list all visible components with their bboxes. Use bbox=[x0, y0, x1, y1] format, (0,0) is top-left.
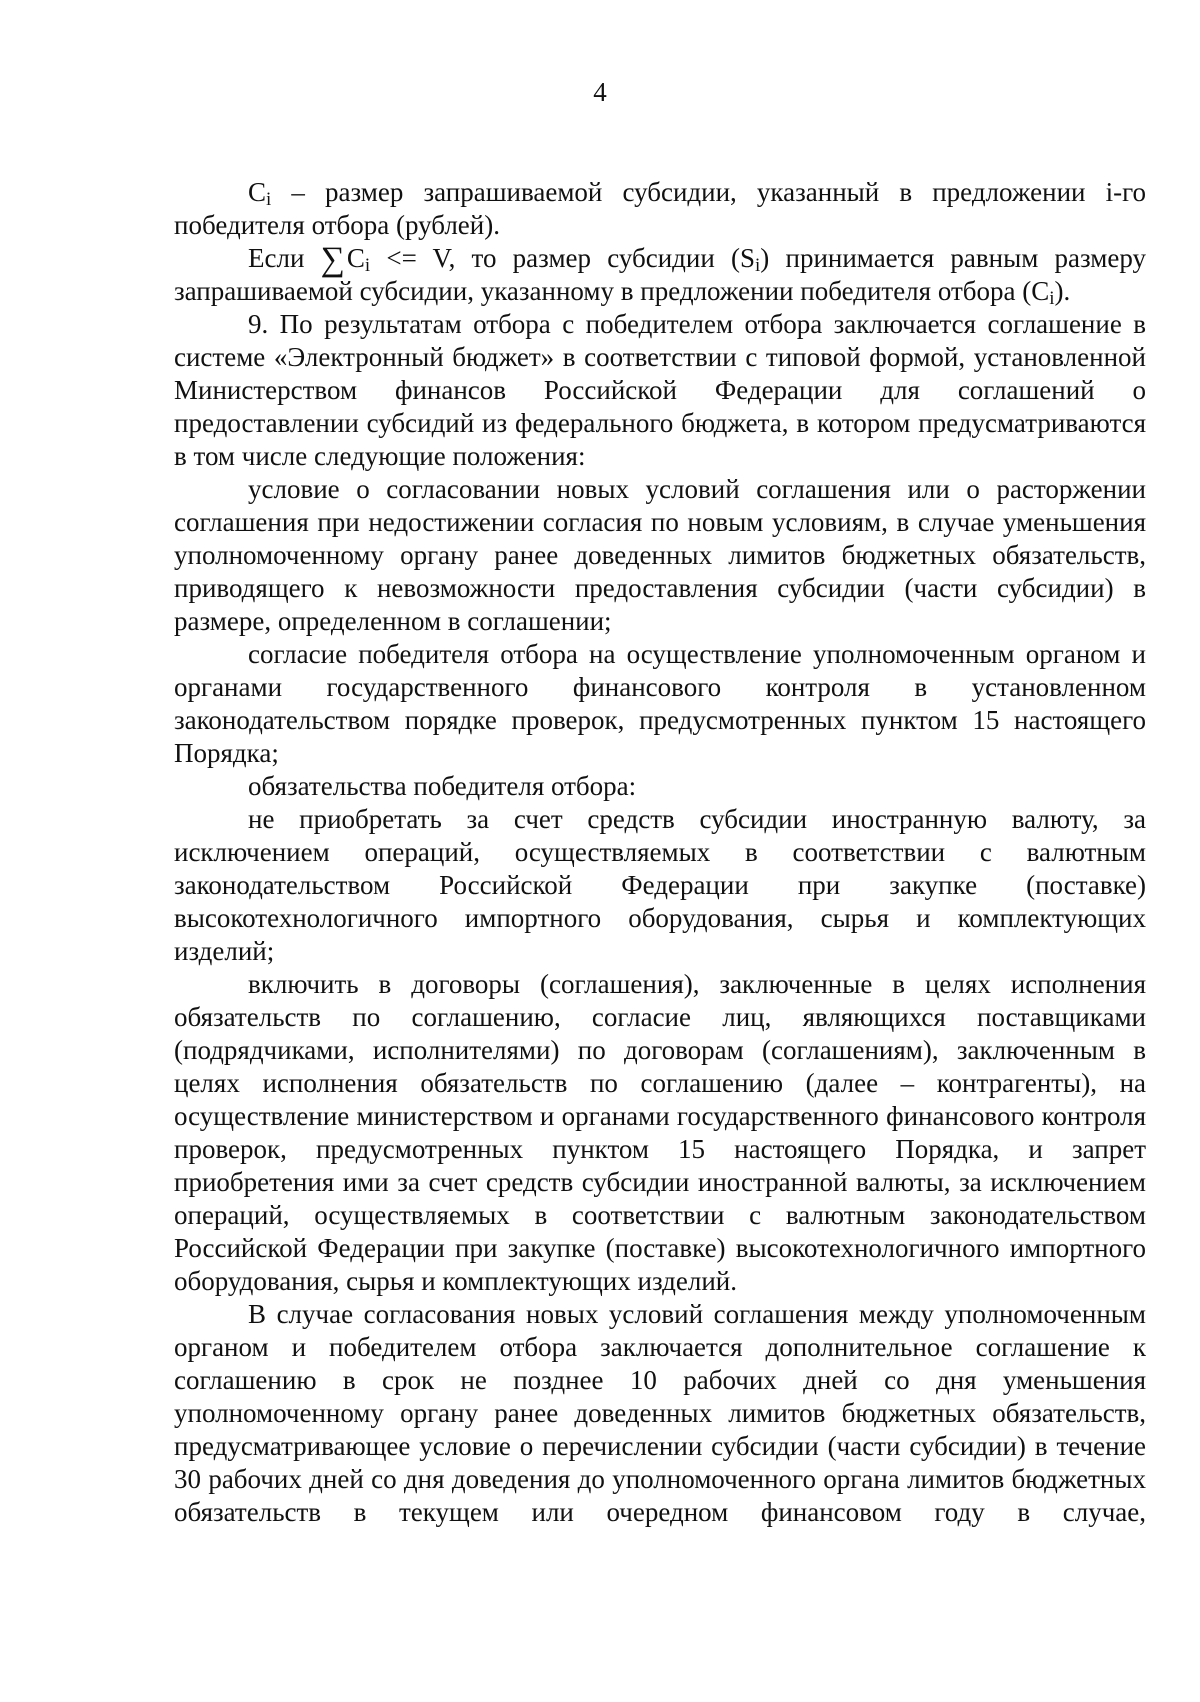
sum-sign: ∑ bbox=[320, 241, 345, 278]
formula-symbol: C bbox=[346, 243, 365, 273]
paragraph-item-9: 9. По результатам отбора с победителем отбора заключается соглашение в системе «Электронный бюджет» в соответствии с типовой формой, установленной Министерством финансов Российской Федерации для соглашений о предоставлении субсидий из федерального бюджета, в котором предусматриваются в том числе следующие положения: bbox=[174, 309, 1146, 471]
paragraph-consent-inspections: согласие победителя отбора на осуществление уполномоченным органом и органами государственного финансового контроля в установленном законодательством порядке проверок, предусмотренных пунктом 15 настоящего Порядка; bbox=[174, 639, 1146, 768]
page-number: 4 bbox=[593, 77, 607, 107]
paragraph-obligations-heading: обязательства победителя отбора: bbox=[248, 771, 637, 801]
document-body bbox=[174, 176, 1146, 1529]
condition-middle: , то размер субсидии (S bbox=[448, 243, 756, 273]
paragraph-include-in-contracts: включить в договоры (соглашения), заключенные в целях исполнения обязательств по соглашению, согласие лиц, являющихся поставщиками (подрядчиками, исполнителями) по договорам (соглашениям), заключенным в целях исполнения обязательств по соглашению (далее – контрагенты), на осуществление министерством и органами государственного финансового контроля проверок, предусмотренных пунктом 15 настоящего Порядка, и запрет приобретения ими за счет средств субсидии иностранной валюты, за исключением операций, осуществляемых в соответствии с валютным законодательством Российской Федерации при закупке (поставке) высокотехнологичного импортного оборудования, сырья и комплектующих изделий. bbox=[174, 969, 1146, 1296]
condition-tail: ) принимается равным размеру запрашиваемой субсидии, указанному в предложении победителя отбора (C bbox=[174, 243, 1146, 306]
ci-subscript: i bbox=[266, 189, 272, 210]
ci-definition-text: – размер запрашиваемой субсидии, указанный в предложении i-го победителя отбора (рублей). bbox=[174, 177, 1146, 240]
paragraph-no-foreign-currency: не приобретать за счет средств субсидии иностранную валюту, за исключением операций, осуществляемых в соответствии с валютным законодательством Российской Федерации при закупке (поставке) высокотехнологичного импортного оборудования, сырья и комплектующих изделий; bbox=[174, 804, 1146, 966]
condition-lead: Если bbox=[248, 243, 321, 273]
paragraph-sum-condition bbox=[174, 242, 1146, 308]
si-subscript: i bbox=[755, 255, 761, 276]
paragraph-additional-agreement: В случае согласования новых условий соглашения между уполномоченным органом и победителем отбора заключается дополнительное соглашение к соглашению в срок не позднее 10 рабочих дней со дня уменьшения уполномоченному органу ранее доведенных лимитов бюджетных обязательств, предусматривающее условие о перечислении субсидии (части субсидии) в течение 30 рабочих дней со дня доведения до уполномоченного органа лимитов бюджетных обязательств в текущем или очередном финансовом году в случае, bbox=[174, 1299, 1146, 1527]
ci-subscript-end: i bbox=[1049, 288, 1055, 309]
paragraph-ci-definition bbox=[174, 176, 1146, 242]
formula-rest: <= V bbox=[370, 243, 449, 273]
sum-formula bbox=[320, 241, 449, 278]
paragraph-condition-new-terms: условие о согласовании новых условий соглашения или о расторжении соглашения при недостижении согласия по новым условиям, в случае уменьшения уполномоченному органу ранее доведенных лимитов бюджетных обязательств, приводящего к невозможности предоставления субсидии (части субсидии) в размере, определенном в соглашении; bbox=[174, 474, 1146, 636]
ci-symbol: C bbox=[248, 177, 267, 207]
condition-end: ). bbox=[1054, 276, 1071, 306]
formula-subscript: i bbox=[364, 255, 371, 276]
